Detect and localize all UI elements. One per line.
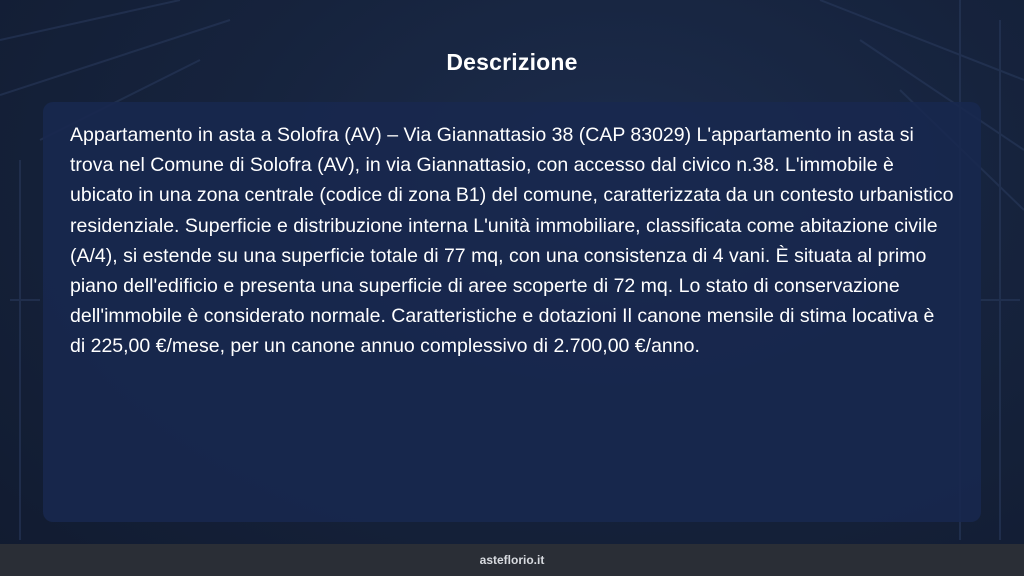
footer-site-name: asteflorio.it [479,553,545,567]
footer-bar [0,544,1024,576]
page-title: Descrizione [446,49,578,75]
description-text: Appartamento in asta a Solofra (AV) – Via Giannattasio 38 (CAP 83029) L'appartamento in asta si trova nel Comune di Solofra (AV), in via Giannattasio, con accesso dal civico n.38. L'immobile è ubicato in una zona centrale (codice di zona B1) del comune, caratterizzata da un contesto urbanistico residenziale. Superficie e distribuzione interna L'unità immobiliare, classificata come abitazione civile (A/4), si estende su una superficie totale di 77 mq, con una consistenza di 4 vani. È situata al primo piano dell'edificio e presenta una superficie di aree scoperte di 72 mq. Lo stato di conservazione dell'immobile è considerato normale. Caratteristiche e dotazioni Il canone mensile di stima locativa è di 225,00 €/mese, per un canone annuo complessivo di 2.700,00 €/anno. [70,124,954,358]
description-card [43,102,981,522]
